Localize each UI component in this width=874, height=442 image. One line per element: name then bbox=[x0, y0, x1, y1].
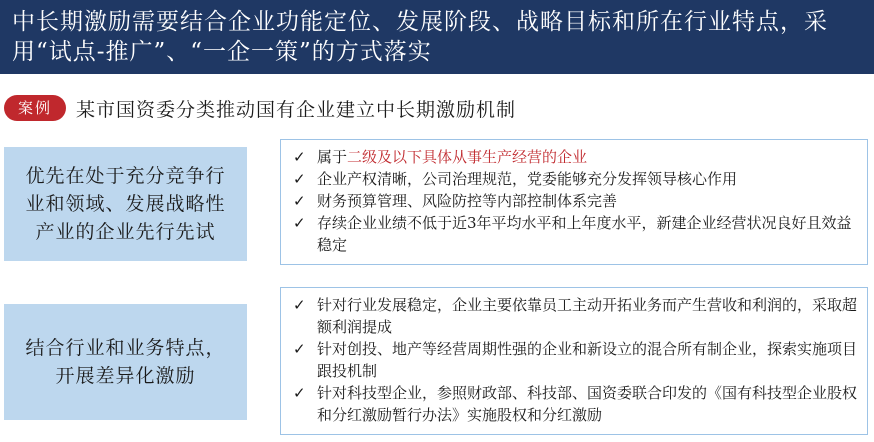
criteria-item bbox=[293, 168, 857, 190]
measure-text: 针对行业发展稳定，企业主要依靠员工主动开拓业务而产生营收和利润的，采取超额利润提成 bbox=[317, 296, 858, 336]
section-1-category-line: 产业的企业先行先试 bbox=[35, 221, 216, 243]
check-icon: ✓ bbox=[293, 214, 306, 232]
check-icon: ✓ bbox=[293, 148, 306, 166]
criteria-highlight: 二级及以下具体从事生产经营的企业 bbox=[347, 148, 588, 166]
section-1-criteria bbox=[280, 139, 868, 265]
measure-item bbox=[293, 294, 857, 338]
criteria-text: 财务预算管理、风险防控等内部控制体系完善 bbox=[317, 192, 618, 210]
case-title: 某市国资委分类推动国有企业建立中长期激励机制 bbox=[76, 98, 517, 121]
criteria-item bbox=[293, 146, 857, 168]
criteria-item bbox=[293, 190, 857, 212]
measure-item bbox=[293, 338, 857, 382]
criteria-text: 企业产权清晰，公司治理规范，党委能够充分发挥领导核心作用 bbox=[317, 170, 738, 188]
section-2-measures bbox=[280, 287, 868, 435]
section-2-category-line: 开展差异化激励 bbox=[55, 365, 196, 387]
criteria-text bbox=[317, 146, 857, 168]
check-icon: ✓ bbox=[293, 296, 306, 314]
measure-text: 针对创投、地产等经营周期性强的企业和新设立的混合所有制企业，探索实施项目跟投机制 bbox=[317, 340, 858, 380]
section-1-category-line: 业和领域、发展战略性 bbox=[25, 193, 226, 215]
section-1-category-line: 优先在处于充分竞争行 bbox=[25, 165, 226, 187]
check-icon: ✓ bbox=[293, 170, 306, 188]
check-icon: ✓ bbox=[293, 192, 306, 210]
section-2-category bbox=[4, 304, 247, 420]
measure-text: 针对科技型企业，参照财政部、科技部、国资委联合印发的《国有科技型企业股权和分红激励暂行办法》实施股权和分红激励 bbox=[317, 384, 858, 424]
section-2-category-line: 结合行业和业务特点， bbox=[25, 337, 226, 359]
page-title: 中长期激励需要结合企业功能定位、发展阶段、战略目标和所在行业特点，采用“试点-推广”、“一企一策”的方式落实 bbox=[0, 0, 874, 74]
case-badge: 案例 bbox=[4, 95, 66, 121]
criteria-item bbox=[293, 212, 857, 256]
criteria-text: 存续企业业绩不低于近3年平均水平和上年度水平，新建企业经营状况良好且效益稳定 bbox=[317, 214, 852, 254]
measure-item bbox=[293, 382, 857, 426]
section-1-category bbox=[4, 147, 247, 261]
check-icon: ✓ bbox=[293, 340, 306, 358]
case-heading bbox=[4, 94, 516, 122]
check-icon: ✓ bbox=[293, 384, 306, 402]
criteria-prefix: 属于 bbox=[317, 148, 348, 166]
